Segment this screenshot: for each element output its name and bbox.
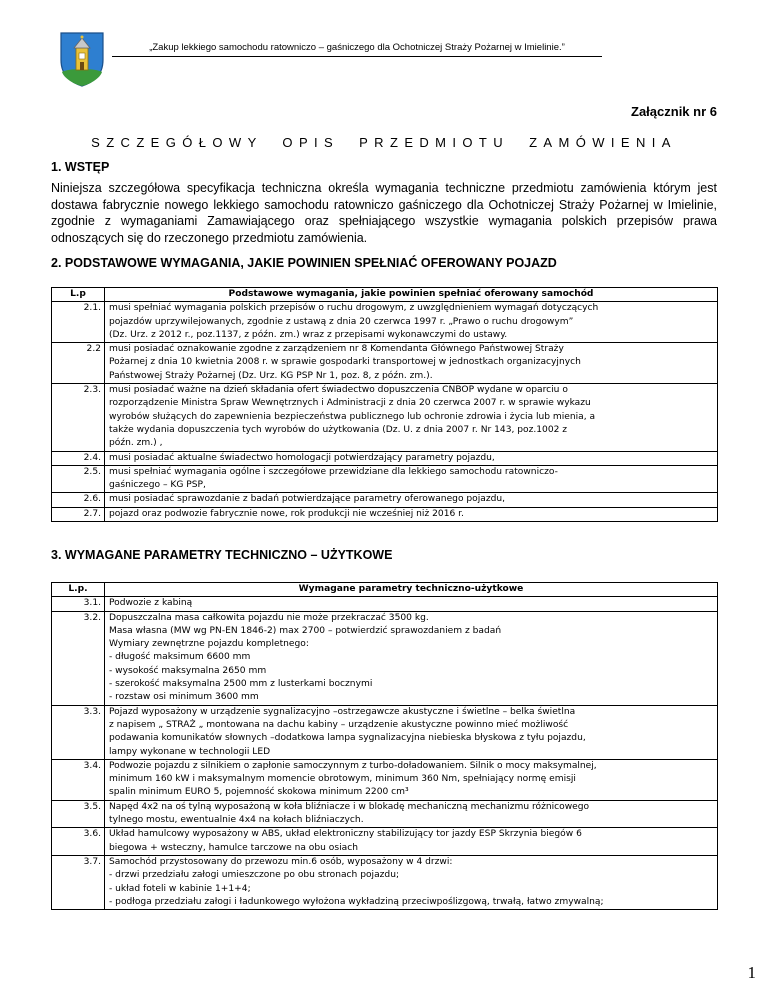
section-3-heading: 3. WYMAGANE PARAMETRY TECHNICZNO – UŻYTKOWE [51, 548, 393, 562]
row-number: 3.6. [52, 828, 105, 856]
row-text-line: Pożarnej z dnia 10 kwietnia 2008 r. w sprawie gospodarki transportowej w jednostkach organizacyjnych [109, 357, 581, 368]
row-text-line: Samochód przystosowany do przewozu min.6 osób, wyposażony w 4 drzwi: [109, 856, 453, 867]
row-text-line: Dopuszczalna masa całkowita pojazdu nie może przekraczać 3500 kg. [109, 612, 429, 623]
row-text-line: Wymiary zewnętrzne pojazdu kompletnego: [109, 639, 309, 650]
row-description [105, 451, 718, 465]
column-header-lp: L.p. [52, 583, 105, 597]
row-text-line: z napisem „ STRAŻ „ montowana na dachu kabiny – urządzenie akustyczne powinno mieć możliwość [109, 719, 569, 730]
row-text-line: musi spełniać wymagania ogólne i szczegółowe przewidziane dla lekkiego samochodu ratowniczo- [109, 466, 558, 477]
row-number: 2.3. [52, 384, 105, 451]
row-number: 2.7. [52, 507, 105, 521]
table-row [52, 597, 718, 611]
row-text-line: minimum 160 kW i maksymalnym momencie obrotowym, minimum 360 Nm, spełniający normę emisji [109, 774, 576, 785]
row-text-line: - rozstaw osi minimum 3600 mm [109, 692, 259, 703]
row-text-line: - szerokość maksymalna 2500 mm z lusterkami bocznymi [109, 679, 373, 690]
row-text-line: - układ foteli w kabinie 1+1+4; [109, 883, 251, 894]
row-text-line: Podwozie pojazdu z silnikiem o zapłonie samoczynnym z turbo-doładowaniem. Silnik o mocy maksymalnej, [109, 760, 597, 771]
row-number: 2.4. [52, 451, 105, 465]
row-text-line: także wydania dopuszczenia tych wyrobów do użytkowania (Dz. U. z dnia 2007 r. Nr 143, poz.1002 z [109, 424, 568, 435]
document-title: SZCZEGÓŁOWY OPIS PRZEDMIOTU ZAMÓWIENIA [91, 135, 677, 150]
row-text-line: musi posiadać ważne na dzień składania ofert świadectwo dopuszczenia CNBOP wydane w oparciu o [109, 385, 568, 396]
row-description [105, 705, 718, 759]
table-row [52, 451, 718, 465]
row-description [105, 507, 718, 521]
row-number: 3.5. [52, 800, 105, 828]
row-description [105, 800, 718, 828]
row-description [105, 828, 718, 856]
document-header: „Zakup lekkiego samochodu ratowniczo – gaśniczego dla Ochotniczej Straży Pożarnej w Imielinie.” [149, 42, 565, 53]
table-row [52, 759, 718, 800]
table-header-row [52, 288, 718, 302]
table-row [52, 828, 718, 856]
row-text-line: Państwowej Straży Pożarnej (Dz. Urz. KG PSP Nr 1, poz. 8, z późn. zm.). [109, 370, 433, 381]
row-text-line: Układ hamulcowy wyposażony w ABS, układ elektroniczny stabilizujący tor jazdy ESP Skrzynia biegów 6 [109, 829, 582, 840]
row-text-line: (Dz. Urz. z 2012 r., poz.1137, z późn. zm.) wraz z przepisami wykonawczymi do ustawy. [109, 329, 508, 340]
column-header-lp: L.p [52, 288, 105, 302]
row-text-line: Pojazd wyposażony w urządzenie sygnalizacyjno –ostrzegawcze akustyczne i świetlne – belka świetlna [109, 706, 576, 717]
annex-label: Załącznik nr 6 [631, 104, 717, 119]
row-description [105, 493, 718, 507]
table-row [52, 343, 718, 384]
section-1-heading: 1. WSTĘP [51, 160, 110, 174]
row-number: 3.7. [52, 855, 105, 909]
row-number: 3.1. [52, 597, 105, 611]
row-text-line: - drzwi przedziału załogi umieszczone po obu stronach pojazdu; [109, 870, 400, 881]
row-text-line: pojazd oraz podwozie fabrycznie nowe, rok produkcji nie wcześniej niż 2016 r. [109, 508, 464, 519]
row-text-line: - długość maksimum 6600 mm [109, 652, 251, 663]
table-header-row [52, 583, 718, 597]
row-number: 2.5. [52, 465, 105, 493]
row-description [105, 302, 718, 343]
row-number: 2.6. [52, 493, 105, 507]
table-row [52, 302, 718, 343]
row-text-line: musi spełniać wymagania polskich przepisów o ruchu drogowym, z uwzględnieniem wymagań dotyczących [109, 303, 599, 314]
row-description [105, 611, 718, 705]
row-description [105, 343, 718, 384]
coat-of-arms-logo [58, 28, 106, 88]
row-text-line: rozporządzenie Ministra Spraw Wewnętrznych i Administracji z dnia 20 czerwca 2007 r. w sprawie wykazu [109, 398, 591, 409]
row-text-line: Napęd 4x2 na oś tylną wyposażoną w koła bliźniacze i w blokadę mechaniczną mechanizmu różnicowego [109, 801, 590, 812]
section-1-text: Niniejsza szczegółowa specyfikacja techniczna określa wymagania techniczne przedmiotu zamówienia którym jest dostawa fabrycznie nowego lekkiego samochodu ratowniczo gaśniczego dla Ochotniczej Straży Pożarnej w Imielinie, zgodnie z wymaganiami Zamawiającego oraz spełniającego wszystkie wymagania polskich przepisów prawa odnoszących się do rzeczonego przedmiotu zamówienia. [51, 181, 717, 245]
table-row [52, 384, 718, 451]
row-text-line: - wysokość maksymalna 2650 mm [109, 665, 267, 676]
row-text-line: spalin minimum EURO 5, pojemność skokowa minimum 2200 cm³ [109, 787, 409, 798]
technical-parameters-table [51, 582, 718, 910]
table-row [52, 705, 718, 759]
row-text-line: musi posiadać sprawozdanie z badań potwierdzające parametry oferowanego pojazdu, [109, 494, 506, 505]
row-number: 2.2 [52, 343, 105, 384]
table-row [52, 800, 718, 828]
row-text-line: biegowa + wsteczny, hamulce tarczowe na obu osiach [109, 842, 358, 853]
row-text-line: gaśniczego – KG PSP, [109, 480, 206, 491]
basic-requirements-table [51, 287, 718, 522]
row-number: 3.3. [52, 705, 105, 759]
row-text-line: musi posiadać oznakowanie zgodne z zarządzeniem nr 8 Komendanta Głównego Państwowej Straży [109, 344, 564, 355]
table-row [52, 493, 718, 507]
row-text-line: - podłoga przedziału załogi i ładunkowego wyłożona wykładziną przeciwpoślizgową, trwałą, łatwo zmywalną; [109, 896, 604, 907]
row-description [105, 597, 718, 611]
row-description [105, 384, 718, 451]
row-text-line: podawania komunikatów słownych –dodatkowa lampa sygnalizacyjna niebieska błyskowa z tyłu pojazdu, [109, 733, 586, 744]
table-row [52, 465, 718, 493]
table-row [52, 611, 718, 705]
row-number: 3.2. [52, 611, 105, 705]
row-text-line: wyrobów służących do zapewnienia bezpieczeństwa publicznego lub ochronie zdrowia i życia lub mienia, a [109, 411, 596, 422]
row-text-line: Masa własna (MW wg PN-EN 1846-2) max 2700 – potwierdzić sprawozdaniem z badań [109, 625, 502, 636]
row-text-line: Podwozie z kabiną [109, 598, 193, 609]
column-header-description: Podstawowe wymagania, jakie powinien spełniać oferowany samochód [105, 288, 718, 302]
section-2-heading: 2. PODSTAWOWE WYMAGANIA, JAKIE POWINIEN SPEŁNIAĆ OFEROWANY POJAZD [51, 256, 557, 270]
row-description [105, 759, 718, 800]
row-number: 3.4. [52, 759, 105, 800]
row-text-line: pojazdów uprzywilejowanych, zgodnie z ustawą z dnia 20 czerwca 1997 r. „Prawo o ruchu drogowym” [109, 316, 574, 327]
row-text-line: musi posiadać aktualne świadectwo homologacji potwierdzający parametry pojazdu, [109, 452, 495, 463]
row-description [105, 465, 718, 493]
header-divider [112, 56, 602, 57]
page-number: 1 [747, 963, 756, 982]
row-text-line: tylnego mostu, ewentualnie 4x4 na kołach bliźniaczych. [109, 815, 364, 826]
table-row [52, 507, 718, 521]
row-description [105, 855, 718, 909]
row-number: 2.1. [52, 302, 105, 343]
table-row [52, 855, 718, 909]
row-text-line: lampy wykonane w technologii LED [109, 746, 271, 757]
column-header-description: Wymagane parametry techniczno-użytkowe [105, 583, 718, 597]
row-text-line: późn. zm.) , [109, 438, 163, 449]
